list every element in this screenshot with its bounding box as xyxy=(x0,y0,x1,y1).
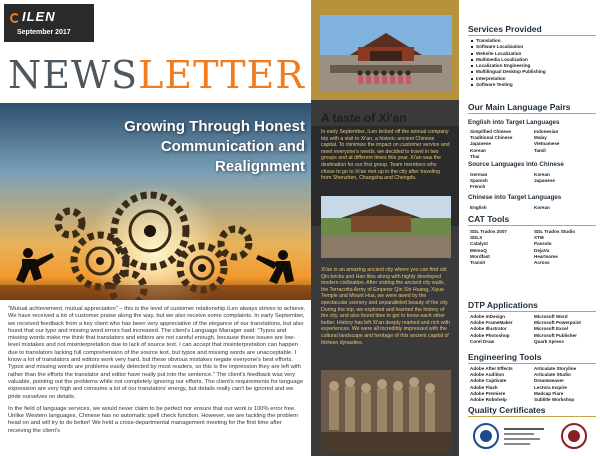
tool-item: Microsoft Publisher xyxy=(534,332,577,338)
tool-item: Adobe Audition xyxy=(470,372,505,378)
language-item: Japanese xyxy=(534,178,555,184)
hero-image xyxy=(0,103,311,300)
tool-item: Adobe Premiere xyxy=(470,390,506,396)
service-item: Localization Engineering xyxy=(471,63,596,69)
cat-tools-title: CAT Tools xyxy=(468,214,510,224)
tool-item: Adobe Photoshop xyxy=(470,332,510,338)
tool-item: Sublitle Workshop xyxy=(534,397,575,403)
divider xyxy=(468,311,596,312)
tool-item: Dreamweaver xyxy=(534,378,564,384)
dtp-title: DTP Applications xyxy=(468,300,538,310)
tool-item: Lectora Inspire xyxy=(534,384,567,390)
hero-headline: Growing Through Honest Communication and Realignment xyxy=(124,118,305,175)
city-wall-photo xyxy=(321,196,451,258)
tool-item: Adobe FrameMaker xyxy=(470,320,513,326)
tool-item: Quark Xpress xyxy=(534,338,564,344)
xian-paragraph: Xi'an is an amazing ancient city where you can find old Qin bricks and Han tiles along with highly developed modern civilization. After visiting the ancient city walls, the Terracotta Army of Emperor Qin Shi Huang, Xiyue Temple and Mount Hua, we were awed by the spectacular scenery and unparalleled beauty of the city. During the trip, we explored and learned the history of the city, and also found time to get to know each other better. History has left Xi'an deeply marked and rich with experiences. We were all incredibly impressed with the cultural landscape and heritage of this ancient capital of thirteen dynasties. xyxy=(321,267,451,346)
tool-item: Microsoft Word xyxy=(534,314,568,319)
tool-item: Corel Draw xyxy=(470,338,495,344)
tool-item: Articulate Studio xyxy=(534,372,571,378)
tool-item: Adobe Flash xyxy=(470,384,498,390)
issue-date: September 2017 xyxy=(17,29,71,36)
terracotta-photo xyxy=(321,370,451,454)
tool-item: Transit xyxy=(470,260,486,266)
language-item: Korean xyxy=(534,172,550,177)
languages-title: Our Main Language Pairs xyxy=(468,102,571,112)
logo-icon xyxy=(10,13,20,23)
tool-item: Adobe Robohelp xyxy=(470,397,507,403)
tool-item: Articulate Storyline xyxy=(534,366,577,371)
group-photo xyxy=(320,15,452,92)
title-part-letter: LETTER xyxy=(138,53,305,97)
chinese-to-target-title: Chinese into Target Languages xyxy=(468,194,562,201)
xian-paragraph: In early September, iLen kicked off the annual company trip with a visit to Xi'an, a historic ancient Chinese capital. To minimize the impact on customer service and meet everyone's needs, we decided to travel in two groups and at different times this year. Xi'an was the destination for our first group. Team members who chose to go to Xi'an met up in the city after traveling from Shenzhen, Changsha and Chengdu. xyxy=(321,129,450,182)
tool-item: Microsoft Excel xyxy=(534,326,568,332)
tool-item: Adobe Captivate xyxy=(470,378,507,384)
right-column xyxy=(459,0,600,456)
divider xyxy=(468,363,596,364)
service-item: Interpretation xyxy=(471,76,596,82)
tool-item: SDL Trados Studio xyxy=(534,229,576,234)
language-item: French xyxy=(470,184,486,190)
service-item: Multilingual Desktop Publishing xyxy=(471,69,596,75)
language-item: Japanese xyxy=(470,141,491,147)
divider xyxy=(468,113,596,114)
service-item: Software Testing xyxy=(471,82,596,88)
services-list xyxy=(471,38,596,88)
english-to-target-list xyxy=(470,129,598,160)
language-item: Indonesian xyxy=(534,129,559,134)
source-to-chinese-title: Source Languages into Chinese xyxy=(468,161,564,168)
engineering-list xyxy=(470,366,598,403)
divider xyxy=(468,35,596,36)
article-body xyxy=(8,306,306,440)
title-part-news: NEWS xyxy=(8,53,139,97)
source-to-chinese-list xyxy=(470,172,598,191)
tool-item: SDL Trados 2007 xyxy=(470,229,507,234)
service-item: Website Localization xyxy=(471,51,596,57)
service-item: Multimedia Localization xyxy=(471,57,596,63)
tool-item: Heartsome xyxy=(534,253,558,259)
tool-item: Passolo xyxy=(534,241,552,247)
engineering-title: Engineering Tools xyxy=(468,352,542,362)
language-item: Tamil xyxy=(534,147,546,153)
tool-item: XTM xyxy=(534,235,544,241)
chinese-to-target-list xyxy=(470,205,598,211)
brand-block xyxy=(4,4,94,42)
tool-item: Catalyst xyxy=(470,241,488,247)
tool-item: Across xyxy=(534,260,550,266)
certificate-logos xyxy=(470,418,596,450)
english-to-target-title: English into Target Languages xyxy=(468,119,560,126)
tool-item: Madcap Flare xyxy=(534,390,564,396)
certificates-title: Quality Certificates xyxy=(468,405,546,415)
language-item: Spanish xyxy=(470,178,488,184)
tool-item: MemoQ xyxy=(470,247,487,253)
company-logo: ILEN xyxy=(22,9,56,24)
service-item: Software Localization xyxy=(471,44,596,50)
tool-item: Wordfast xyxy=(470,253,490,259)
language-item: Malay xyxy=(534,135,547,141)
language-item: Korean xyxy=(534,205,550,210)
language-item: English xyxy=(470,205,487,210)
language-item: Thai xyxy=(470,153,480,159)
tool-item: Adobe After Effects xyxy=(470,366,513,371)
tool-item: Adobe Illustrator xyxy=(470,326,507,332)
language-item: Vietnamese xyxy=(534,141,560,147)
service-item: Translation xyxy=(471,38,596,44)
newsletter-title xyxy=(8,53,305,97)
divider xyxy=(468,225,596,226)
middle-column xyxy=(311,0,459,456)
language-item: Simplified Chinese xyxy=(470,129,512,134)
divider xyxy=(468,416,596,417)
services-title: Services Provided xyxy=(468,24,542,34)
language-item: German xyxy=(470,172,488,177)
article-paragraph: In the field of language services, we would never claim to be perfect nor ensure that our work is 100% error free. Unlike Western languages, Chinese has no automatic spell check function. However, we are tackling the problem head on and will try to do better! We held a cross-departmental management meeting for the first time after receiving the client's xyxy=(8,405,298,434)
language-item: Traditional Chinese xyxy=(470,135,513,141)
tool-item: DejaVu xyxy=(534,247,550,253)
cat-tools-list xyxy=(470,229,598,266)
dtp-list xyxy=(470,314,598,345)
article-paragraph: "Mutual achievement, mutual appreciation" – this is the level of customer relationship iLen always strives to achieve. We have received a lot of customer praise along the way, but we also receive some complaints. In early September, we received feedback from a key client who has been very appreciative of the elegance of our translations, but also found that our typo and missing word errors had increased. The client's Language Manager said: "Typos and missing words make me think that translators and editors are not careful enough, because these issues are low-level mistakes and not misinterpretation due to lack of source text. I can accept that misinterpretation can happen due to translators lacking full comprehension of the source text, but typos and missing words are unacceptable. I know a lot of translators and editors work very hard, but these obvious mistakes negate everyone's best efforts. Typos and missing words are problems easily detected by most readers, so this is the impression they are left with rather than the efforts the translator and editor have really put into the sentence." The client's feedback was very valuable, pointing out the problems while not completely ignoring our efforts. The client's requirements for language expression are very high and consume a lot of our translators' energy, but details really can't be ignored and we pride ourselves on details. xyxy=(8,306,306,400)
tool-item: SDLX xyxy=(470,235,483,241)
tool-item: Adobe InDesign xyxy=(470,314,505,319)
language-item: Korean xyxy=(470,147,486,153)
xian-title: A taste of Xi'an xyxy=(321,111,407,125)
tool-item: Microsoft Powerpoint xyxy=(534,320,581,326)
